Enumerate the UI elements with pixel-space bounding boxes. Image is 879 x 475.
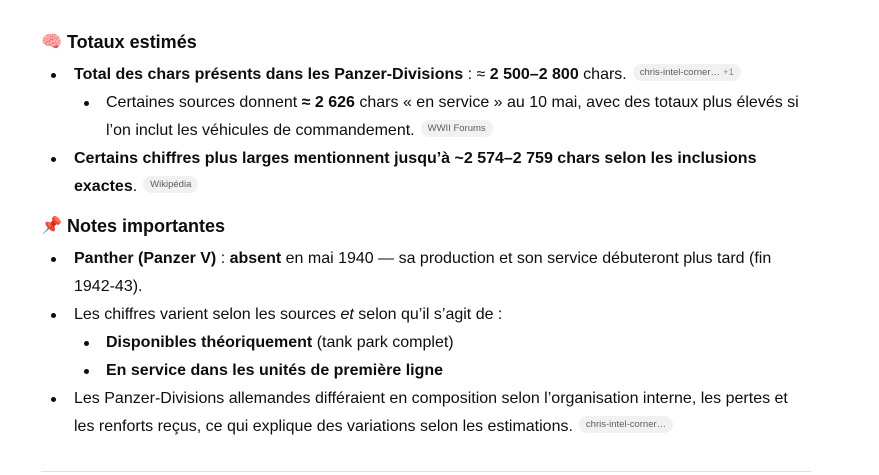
- citation-label: chris-intel-corner…: [639, 67, 720, 79]
- sub-list: [74, 329, 811, 385]
- divider: [41, 471, 811, 472]
- citation-more-count: +1: [723, 67, 734, 79]
- pushpin-icon: 📌: [41, 216, 63, 235]
- assistant-message: [41, 28, 811, 441]
- bold-text: Disponibles théoriquement: [106, 334, 313, 351]
- totaux-list: [41, 61, 811, 201]
- text: selon qu’il s’agit de :: [353, 306, 503, 323]
- text: chars « en service » au 10 mai, avec des totaux plus élevés si l’on inclut les véhicules de commandement.: [106, 94, 799, 139]
- list-item: [74, 329, 811, 357]
- text: Certaines sources donnent: [106, 94, 302, 111]
- list-item: [41, 145, 811, 201]
- list-item: [41, 61, 811, 145]
- citation-label: chris-intel-corner…: [585, 419, 667, 431]
- list-item: [41, 245, 811, 301]
- section-title: Notes importantes: [67, 216, 226, 236]
- citation-pill[interactable]: [633, 64, 741, 81]
- bold-text: Panther (Panzer V): [74, 250, 217, 267]
- text: Les chiffres varient selon les sources: [74, 306, 341, 323]
- text: .: [132, 178, 138, 195]
- bold-text: En service dans les unités de première ligne: [106, 362, 444, 379]
- citation-pill[interactable]: [421, 120, 493, 137]
- section-title: Totaux estimés: [67, 32, 197, 52]
- bold-text: Total des chars présents dans les Panzer-Divisions: [74, 66, 464, 83]
- list-item: [41, 301, 811, 385]
- list-item: [74, 89, 811, 145]
- list-item: [74, 357, 811, 385]
- text: :: [216, 250, 230, 267]
- citation-label: WWII Forums: [427, 123, 486, 135]
- notes-list: [41, 245, 811, 441]
- brain-icon: 🧠: [41, 32, 63, 51]
- bold-text: Certains chiffres plus larges mentionnent jusqu’à ~2 574–2 759 chars selon les inclusions exactes: [74, 150, 757, 195]
- italic-text: et: [340, 306, 354, 323]
- citation-pill[interactable]: [579, 416, 673, 433]
- citation-pill[interactable]: [143, 176, 198, 193]
- section-heading-totaux: [41, 28, 811, 56]
- text: en mai 1940 — sa production et son service débuteront plus tard (fin 1942-43).: [74, 250, 772, 295]
- text: chars.: [578, 66, 627, 83]
- bold-text: absent: [229, 250, 282, 267]
- text: (tank park complet): [312, 334, 454, 351]
- bold-text: ≈ 2 626: [301, 94, 355, 111]
- citation-label: Wikipédia: [150, 179, 192, 191]
- bold-text: 2 500–2 800: [489, 66, 579, 83]
- sub-list: [74, 89, 811, 145]
- list-item: [41, 385, 811, 441]
- text: Les Panzer-Divisions allemandes différaient en composition selon l’organisation interne, les pertes et les renforts reçus, ce qui explique des variations selon les estimations.: [74, 390, 788, 435]
- section-heading-notes: [41, 212, 811, 240]
- text: : ≈: [463, 66, 490, 83]
